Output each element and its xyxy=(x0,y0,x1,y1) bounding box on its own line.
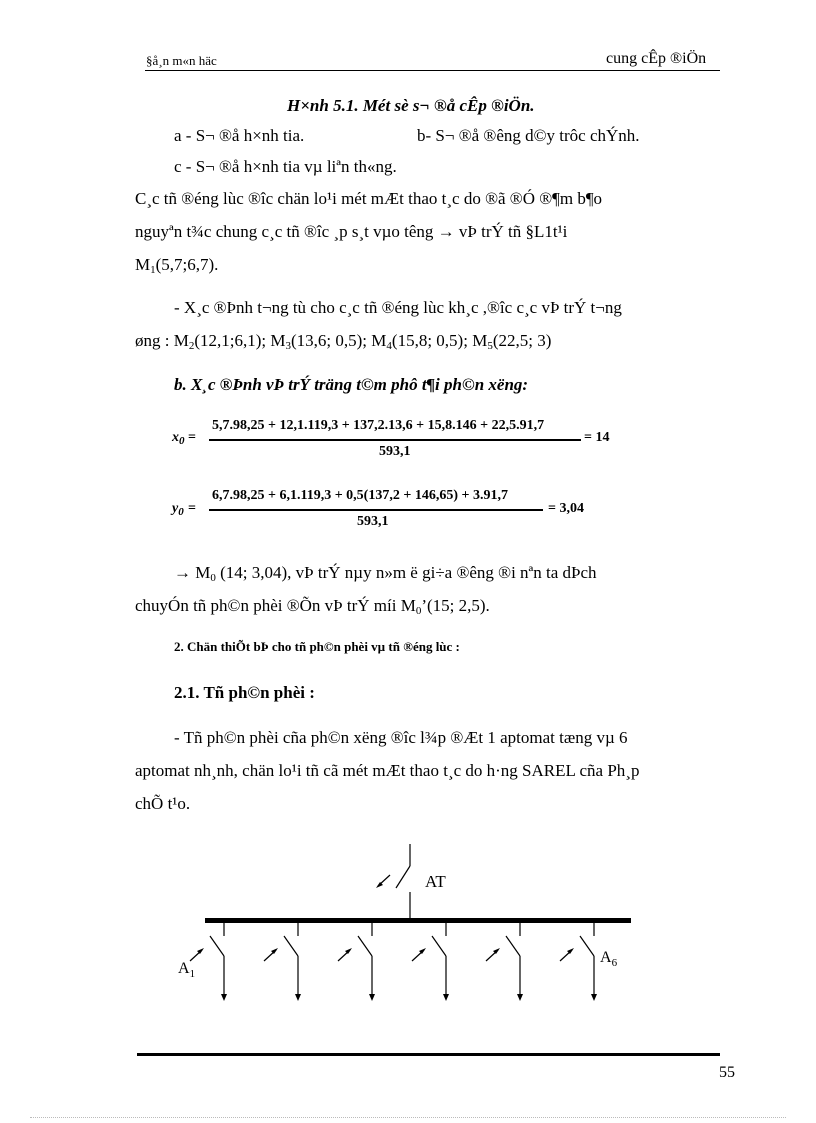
branch-last-label: $A_6$ xyxy=(600,949,618,969)
formula-y0-var: $y_0$ xyxy=(172,501,184,518)
point-m4: $M_4(15,8$; 0,5); xyxy=(371,331,473,352)
para4-line2: aptomat nh¸nh, chän lo¹i tñ cã mét mÆt thao t¸c do h·ng SAREL cña Ph¸p xyxy=(135,761,640,780)
formula-y0-bar xyxy=(209,509,543,511)
section-2-heading: 2. Chän thiÕt bÞ cho tñ ph©n phèi vµ tñ ®éng lùc : xyxy=(174,639,460,654)
para3-line1: → $M_0$ (14; 3,04), vÞ trÝ nµy n»m ë gi÷a ®êng ®i nªn ta dÞch xyxy=(174,563,597,584)
point-m3: $M_3(13,6$; 0,5); xyxy=(270,331,372,352)
header-right: cung cÊp ®iÖn xyxy=(606,50,707,67)
page-bottom-dotted-border xyxy=(30,1117,786,1118)
page-number: 55 xyxy=(719,1064,735,1081)
formula-x0 xyxy=(172,418,632,468)
branch-6-down-arrow xyxy=(591,994,597,1001)
point-m5: $M_5(22,5$; 3) xyxy=(472,331,552,352)
busbar xyxy=(205,918,631,923)
formula-x0-numerator: 5,7.98,25 + 12,1.119,3 + 137,2.13,6 + 15,8.146 + 22,5.91,7 xyxy=(212,418,545,433)
para1-line2: nguyªn t¾c chung c¸c tñ ®îc ¸p s¸t vµo têng → vÞ trÝ tñ §L1t¹i xyxy=(135,222,568,241)
branch-6-blade xyxy=(580,936,594,956)
header-left: §å¸n m«n häc xyxy=(146,53,217,68)
para3-line2: chuyÓn tñ ph©n phèi ®Õn vÞ trÝ míi $M_0’(15$; 2,5). xyxy=(135,596,490,617)
branch-4-blade xyxy=(432,936,446,956)
para2-line1: - X¸c ®Þnh t¬ng tù cho c¸c tñ ®éng lùc kh¸c ,®îc c¸c vÞ trÝ t¬ng xyxy=(174,298,622,317)
branch-1-down-arrow xyxy=(221,994,227,1001)
branch-2-blade xyxy=(284,936,298,956)
branch-first-label: $A_1$ xyxy=(178,960,196,980)
formula-y0-eq: = xyxy=(188,501,196,516)
figure-caption: H×nh 5.1. Mét sè s¬ ®å cÊp ®iÖn. xyxy=(287,96,535,115)
main-breaker-label: AT xyxy=(425,872,446,891)
para2-line2: øng : $M_2(12,1;6,1)$; $M_3(13,6$; 0,5); $M_4(15,8$; 0,5); $M_5(22,5$; 3) xyxy=(135,331,552,352)
point-m2: $M_2(12,1;6,1)$; xyxy=(173,331,271,352)
para4-line3: chÕ t¹o. xyxy=(135,794,191,813)
formula-y0-numerator: 6,7.98,25 + 6,1.119,3 + 0,5(137,2 + 146,65) + 3.91,7 xyxy=(212,488,508,503)
branch-5-down-arrow xyxy=(517,994,523,1001)
para1-line3: $M_1(5,7;6,7)$. xyxy=(135,255,219,276)
formula-x0-result: = 14 xyxy=(584,430,610,445)
formula-y0-denominator: 593,1 xyxy=(357,514,389,529)
header-rule xyxy=(145,70,720,71)
caption-item-a: a - S¬ ®å h×nh tia. xyxy=(174,126,305,145)
formula-x0-eq: = xyxy=(188,430,196,445)
para1-line1: C¸c tñ ®éng lùc ®îc chän lo¹i mét mÆt thao t¸c do ®ã ®Ó ®¶m b¶o xyxy=(135,189,603,208)
para4-line1: - Tñ ph©n phèi cña ph©n xëng ®îc l¾p ®Æt 1 aptomat tæng vµ 6 xyxy=(174,728,628,747)
formula-x0-bar xyxy=(209,439,581,441)
section-2-1-heading: 2.1. Tñ ph©n phèi : xyxy=(174,683,315,702)
branch-3-down-arrow xyxy=(369,994,375,1001)
distribution-board-diagram xyxy=(150,838,650,1008)
caption-item-b: b- S¬ ®å ®êng d©y trôc chÝnh. xyxy=(417,126,640,145)
branch-5-blade xyxy=(506,936,520,956)
main-breaker-blade xyxy=(396,866,410,888)
branch-3-blade xyxy=(358,936,372,956)
branch-4-down-arrow xyxy=(443,994,449,1001)
branch-2-down-arrow xyxy=(295,994,301,1001)
formula-x0-denominator: 593,1 xyxy=(379,444,411,459)
formula-x0-var: $x_0$ xyxy=(172,430,185,447)
branch-1-blade xyxy=(210,936,224,956)
section-b-heading: b. X¸c ®Þnh vÞ trÝ träng t©m phô t¶i ph©n xëng: xyxy=(174,375,529,394)
caption-item-c: c - S¬ ®å h×nh tia vµ liªn th«ng. xyxy=(174,157,397,176)
formula-y0-result: = 3,04 xyxy=(548,501,584,516)
formula-y0 xyxy=(172,487,632,537)
footer-rule xyxy=(137,1053,720,1056)
